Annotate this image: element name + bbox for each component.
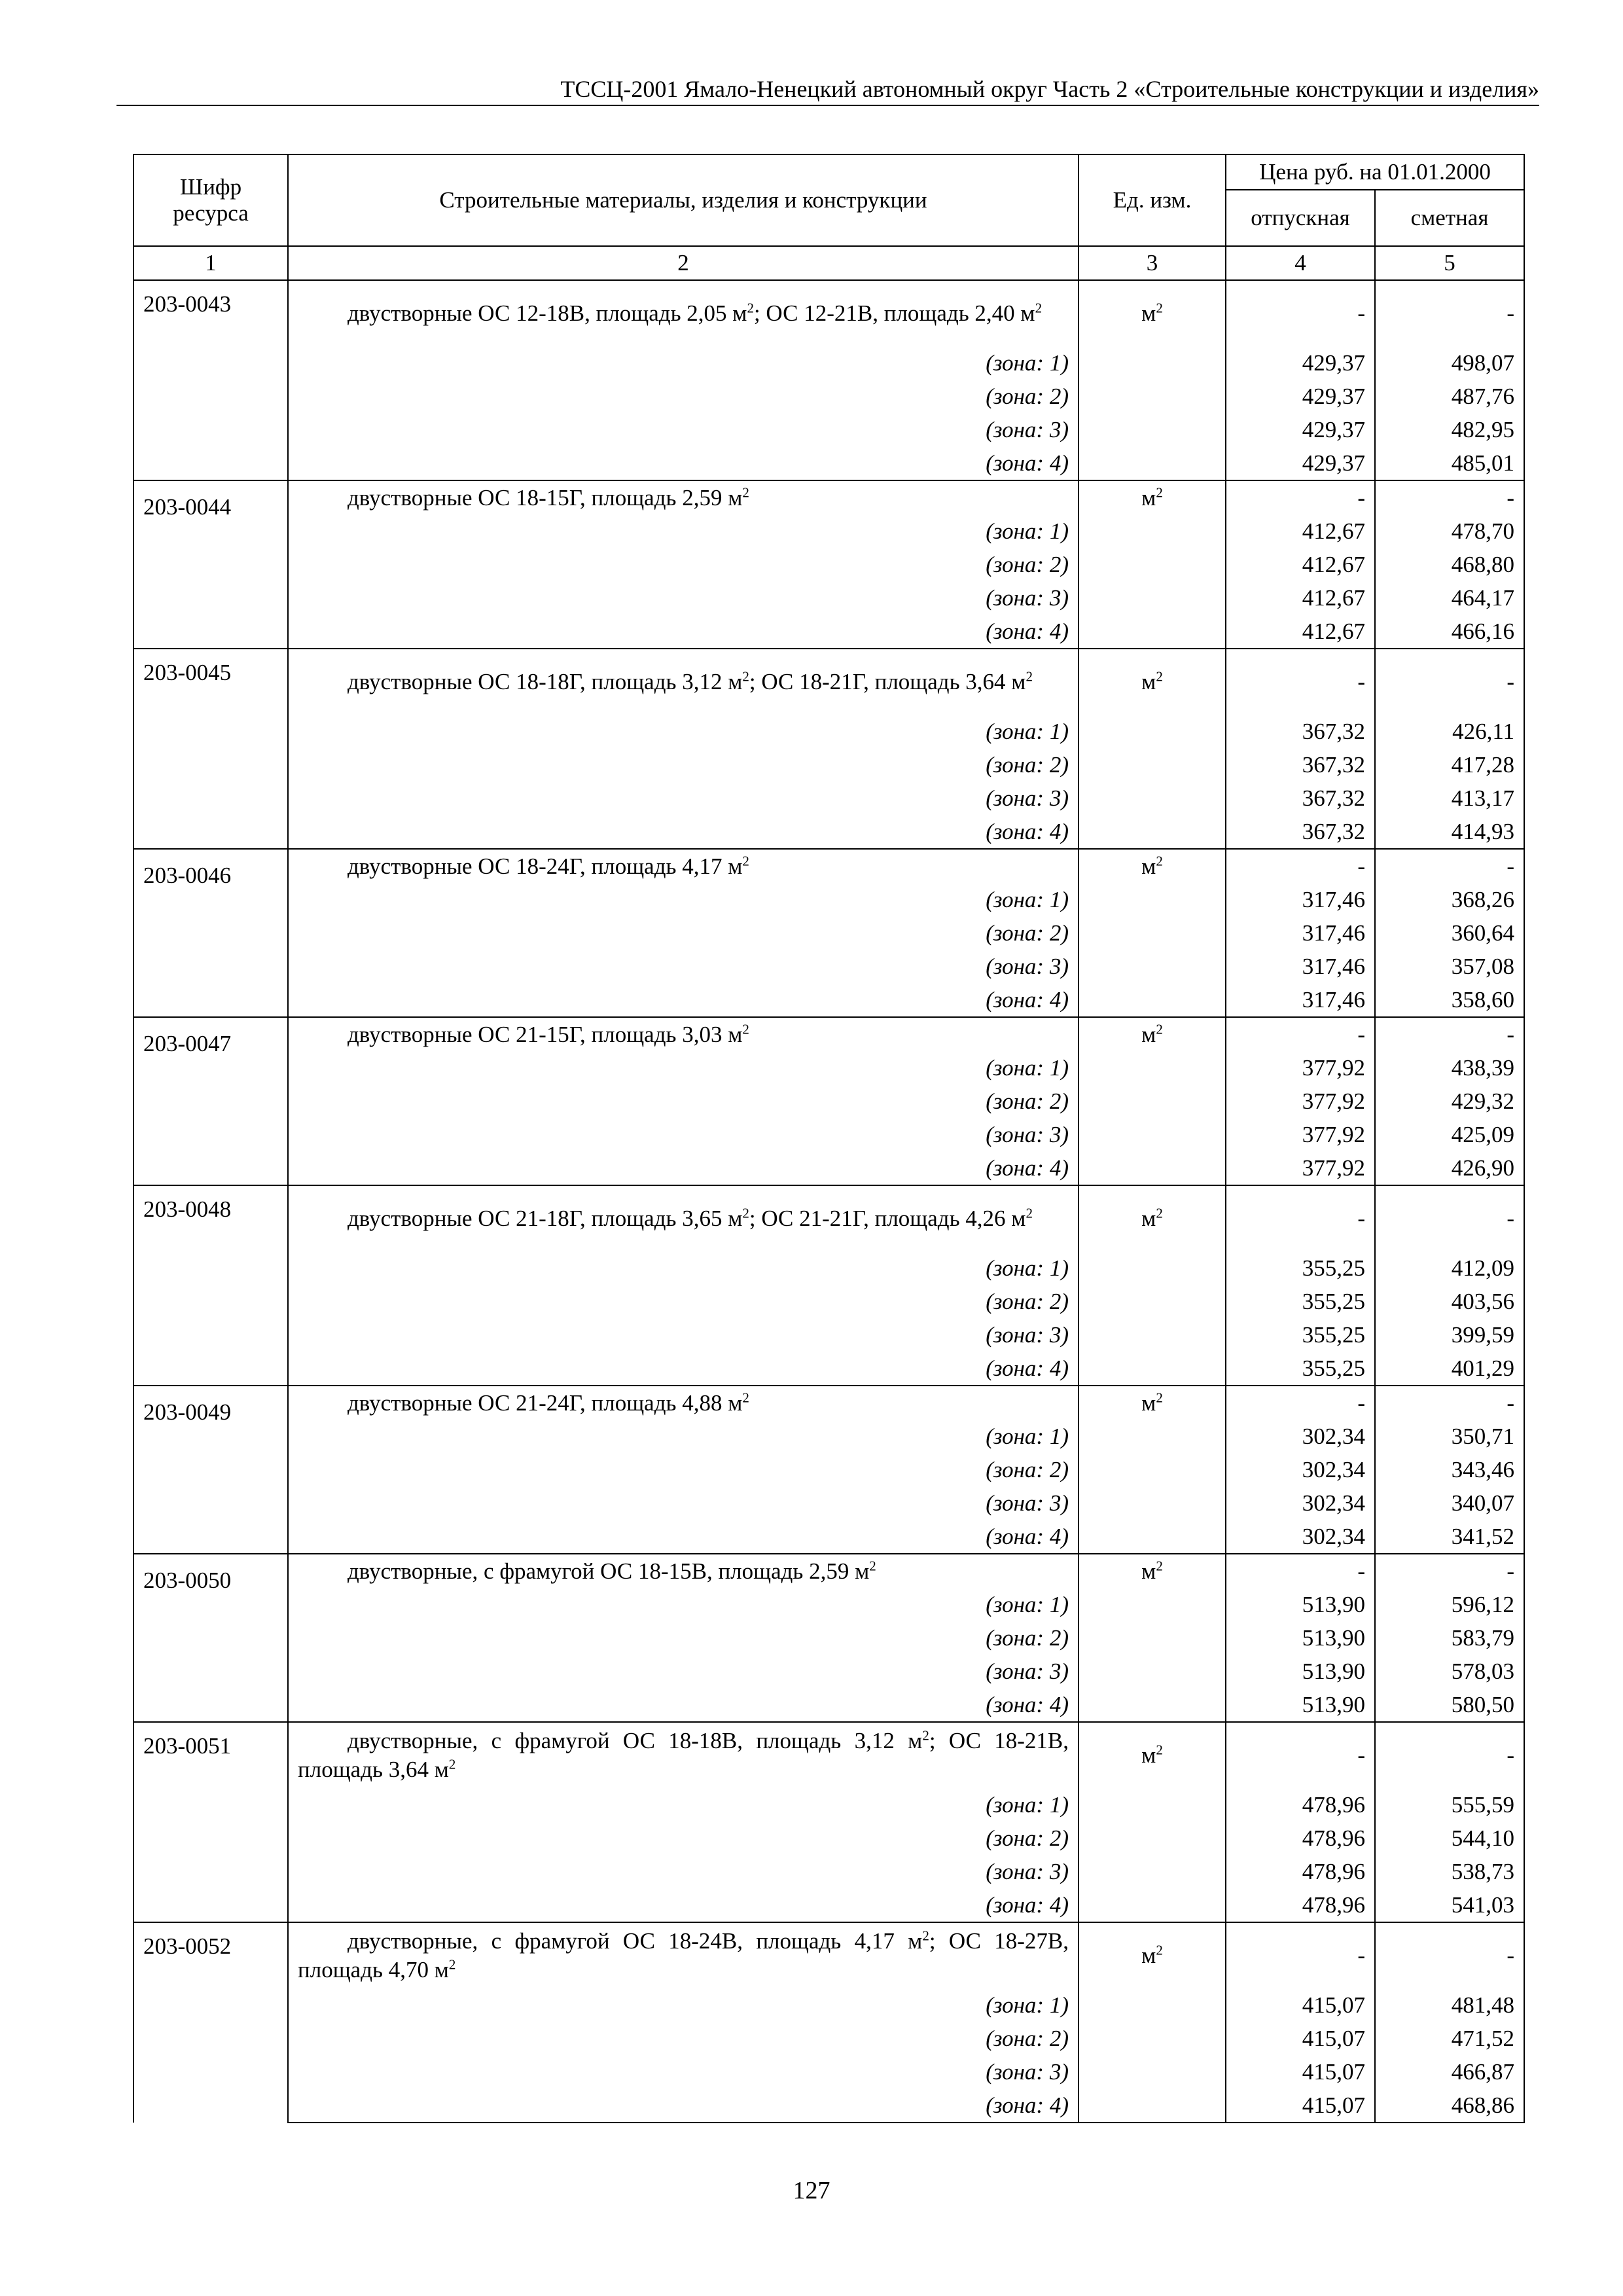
table-row: [134, 1554, 1524, 1588]
resource-code: 203-0048: [134, 1185, 288, 1386]
unit-of-measure: [1079, 1486, 1226, 1520]
zone-label: (зона: 2): [288, 748, 1079, 781]
unit-of-measure: [1079, 715, 1226, 748]
zone-row: [134, 748, 1524, 781]
estimate-price: 555,59: [1375, 1788, 1524, 1821]
zone-row: [134, 1118, 1524, 1151]
estimate-price: 485,01: [1375, 446, 1524, 480]
unit-of-measure: [1079, 1118, 1226, 1151]
unit-of-measure: $м^2$: [1079, 1017, 1226, 1051]
unit-of-measure: $м^2$: [1079, 849, 1226, 883]
zone-row: [134, 346, 1524, 380]
estimate-price: 578,03: [1375, 1655, 1524, 1688]
estimate-price: 478,70: [1375, 514, 1524, 548]
zone-label: (зона: 1): [288, 715, 1079, 748]
release-price: -: [1226, 1722, 1375, 1788]
resource-code: 203-0047: [134, 1017, 288, 1185]
zone-label: (зона: 2): [288, 1453, 1079, 1486]
release-price: 429,37: [1226, 413, 1375, 446]
resource-code: 203-0044: [134, 480, 288, 649]
zone-row: [134, 1285, 1524, 1318]
zone-row: [134, 1821, 1524, 1855]
item-description: двустворные ОС 12-18В, площадь 2,05 $м^2$; ОС 12-21В, площадь 2,40 $м^2$: [288, 280, 1079, 346]
release-price: -: [1226, 1554, 1375, 1588]
unit-of-measure: [1079, 1988, 1226, 2022]
estimate-price: -: [1375, 1386, 1524, 1420]
unit-of-measure: [1079, 1520, 1226, 1554]
estimate-price: 468,80: [1375, 548, 1524, 581]
estimate-price: -: [1375, 1017, 1524, 1051]
release-price: 317,46: [1226, 916, 1375, 950]
zone-row: [134, 1621, 1524, 1655]
zone-label: (зона: 4): [288, 983, 1079, 1017]
release-price: 478,96: [1226, 1888, 1375, 1922]
estimate-price: -: [1375, 480, 1524, 514]
estimate-price: 350,71: [1375, 1420, 1524, 1453]
unit-of-measure: [1079, 1051, 1226, 1085]
zone-row: [134, 1888, 1524, 1922]
zone-row: [134, 1688, 1524, 1722]
release-price: 478,96: [1226, 1821, 1375, 1855]
zone-label: (зона: 2): [288, 1285, 1079, 1318]
zone-label: (зона: 4): [288, 446, 1079, 480]
release-price: -: [1226, 1386, 1375, 1420]
unit-of-measure: [1079, 1318, 1226, 1352]
zone-label: (зона: 3): [288, 2055, 1079, 2089]
table-row: [134, 1185, 1524, 1251]
table-row: [134, 480, 1524, 514]
estimate-price: 583,79: [1375, 1621, 1524, 1655]
table-body: [134, 280, 1524, 2123]
release-price: 317,46: [1226, 983, 1375, 1017]
estimate-price: 580,50: [1375, 1688, 1524, 1722]
release-price: 377,92: [1226, 1151, 1375, 1185]
resource-code: 203-0043: [134, 280, 288, 480]
estimate-price: 466,87: [1375, 2055, 1524, 2089]
estimate-price: 466,16: [1375, 615, 1524, 649]
unit-of-measure: [1079, 2022, 1226, 2055]
estimate-price: 481,48: [1375, 1988, 1524, 2022]
zone-row: [134, 1655, 1524, 1688]
running-header: ТССЦ-2001 Ямало-Ненецкий автономный округ Часть 2 «Строительные конструкции и изделия»: [560, 76, 1539, 102]
header-code: Шифр ресурса: [134, 154, 288, 246]
release-price: 415,07: [1226, 1988, 1375, 2022]
zone-label: (зона: 2): [288, 548, 1079, 581]
item-description: двустворные ОС 21-24Г, площадь 4,88 $м^2$: [288, 1386, 1079, 1420]
zone-label: (зона: 1): [288, 1251, 1079, 1285]
release-price: 302,34: [1226, 1486, 1375, 1520]
estimate-price: 596,12: [1375, 1588, 1524, 1621]
zone-row: [134, 1855, 1524, 1888]
unit-of-measure: $м^2$: [1079, 280, 1226, 346]
unit-of-measure: [1079, 1588, 1226, 1621]
column-number: 5: [1375, 246, 1524, 280]
column-number: 4: [1226, 246, 1375, 280]
zone-row: [134, 581, 1524, 615]
estimate-price: 482,95: [1375, 413, 1524, 446]
resource-code: 203-0046: [134, 849, 288, 1017]
zone-label: (зона: 1): [288, 883, 1079, 916]
unit-of-measure: [1079, 1688, 1226, 1722]
unit-of-measure: [1079, 1151, 1226, 1185]
zone-row: [134, 781, 1524, 815]
unit-of-measure: [1079, 1621, 1226, 1655]
zone-row: [134, 1486, 1524, 1520]
resource-code: 203-0050: [134, 1554, 288, 1722]
zone-label: (зона: 3): [288, 581, 1079, 615]
price-table: [133, 154, 1525, 2123]
release-price: 317,46: [1226, 883, 1375, 916]
unit-of-measure: [1079, 1453, 1226, 1486]
zone-label: (зона: 4): [288, 1352, 1079, 1386]
release-price: 513,90: [1226, 1688, 1375, 1722]
item-description: двустворные ОС 18-24Г, площадь 4,17 $м^2$: [288, 849, 1079, 883]
zone-label: (зона: 3): [288, 1655, 1079, 1688]
zone-row: [134, 413, 1524, 446]
estimate-price: -: [1375, 1922, 1524, 1988]
unit-of-measure: $м^2$: [1079, 1554, 1226, 1588]
unit-of-measure: [1079, 1420, 1226, 1453]
resource-code: 203-0052: [134, 1922, 288, 2123]
estimate-price: -: [1375, 1185, 1524, 1251]
zone-row: [134, 1151, 1524, 1185]
estimate-price: 358,60: [1375, 983, 1524, 1017]
unit-of-measure: [1079, 1788, 1226, 1821]
zone-label: (зона: 2): [288, 380, 1079, 413]
estimate-price: 426,11: [1375, 715, 1524, 748]
zone-label: (зона: 2): [288, 916, 1079, 950]
unit-of-measure: [1079, 1085, 1226, 1118]
unit-of-measure: [1079, 615, 1226, 649]
release-price: 412,67: [1226, 615, 1375, 649]
unit-of-measure: [1079, 815, 1226, 849]
zone-label: (зона: 1): [288, 1988, 1079, 2022]
column-number: 3: [1079, 246, 1226, 280]
zone-label: (зона: 3): [288, 781, 1079, 815]
estimate-price: 401,29: [1375, 1352, 1524, 1386]
release-price: 367,32: [1226, 815, 1375, 849]
estimate-price: 412,09: [1375, 1251, 1524, 1285]
item-description: двустворные, с фрамугой ОС 18-15В, площадь 2,59 $м^2$: [288, 1554, 1079, 1588]
zone-label: (зона: 4): [288, 615, 1079, 649]
estimate-price: 357,08: [1375, 950, 1524, 983]
zone-label: (зона: 3): [288, 950, 1079, 983]
zone-row: [134, 1318, 1524, 1352]
unit-of-measure: [1079, 883, 1226, 916]
header-release-price: отпускная: [1226, 190, 1375, 246]
unit-of-measure: [1079, 413, 1226, 446]
zone-label: (зона: 3): [288, 413, 1079, 446]
release-price: 302,34: [1226, 1520, 1375, 1554]
header-price: Цена руб. на 01.01.2000: [1226, 154, 1524, 190]
unit-of-measure: [1079, 748, 1226, 781]
unit-of-measure: $м^2$: [1079, 1722, 1226, 1788]
estimate-price: 368,26: [1375, 883, 1524, 916]
estimate-price: 414,93: [1375, 815, 1524, 849]
unit-of-measure: [1079, 548, 1226, 581]
zone-row: [134, 1352, 1524, 1386]
unit-of-measure: [1079, 1352, 1226, 1386]
item-description: двустворные ОС 18-15Г, площадь 2,59 $м^2$: [288, 480, 1079, 514]
release-price: 429,37: [1226, 446, 1375, 480]
release-price: 377,92: [1226, 1085, 1375, 1118]
estimate-price: 425,09: [1375, 1118, 1524, 1151]
item-description: двустворные ОС 18-18Г, площадь 3,12 $м^2$; ОС 18-21Г, площадь 3,64 $м^2$: [288, 649, 1079, 715]
release-price: -: [1226, 1185, 1375, 1251]
table-row: [134, 1922, 1524, 1988]
release-price: 513,90: [1226, 1588, 1375, 1621]
unit-of-measure: [1079, 983, 1226, 1017]
estimate-price: 471,52: [1375, 2022, 1524, 2055]
release-price: 302,34: [1226, 1420, 1375, 1453]
table-row: [134, 649, 1524, 715]
estimate-price: 403,56: [1375, 1285, 1524, 1318]
unit-of-measure: [1079, 950, 1226, 983]
estimate-price: 464,17: [1375, 581, 1524, 615]
estimate-price: 544,10: [1375, 1821, 1524, 1855]
release-price: -: [1226, 480, 1375, 514]
zone-label: (зона: 2): [288, 2022, 1079, 2055]
estimate-price: 487,76: [1375, 380, 1524, 413]
release-price: 478,96: [1226, 1788, 1375, 1821]
zone-row: [134, 1251, 1524, 1285]
zone-row: [134, 950, 1524, 983]
release-price: -: [1226, 849, 1375, 883]
estimate-price: 360,64: [1375, 916, 1524, 950]
release-price: 429,37: [1226, 346, 1375, 380]
zone-label: (зона: 3): [288, 1118, 1079, 1151]
zone-row: [134, 1788, 1524, 1821]
unit-of-measure: $м^2$: [1079, 1922, 1226, 1988]
release-price: 415,07: [1226, 2055, 1375, 2089]
zone-label: (зона: 3): [288, 1486, 1079, 1520]
zone-row: [134, 2055, 1524, 2089]
item-description: двустворные ОС 21-15Г, площадь 3,03 $м^2$: [288, 1017, 1079, 1051]
zone-row: [134, 1588, 1524, 1621]
release-price: 355,25: [1226, 1318, 1375, 1352]
zone-row: [134, 1051, 1524, 1085]
item-description: двустворные, с фрамугой ОС 18-18В, площадь 3,12 $м^2$; ОС 18-21В, площадь 3,64 $м^2$: [288, 1722, 1079, 1788]
estimate-price: -: [1375, 1722, 1524, 1788]
item-description: двустворные, с фрамугой ОС 18-24В, площадь 4,17 $м^2$; ОС 18-27В, площадь 4,70 $м^2$: [288, 1922, 1079, 1988]
zone-label: (зона: 2): [288, 1085, 1079, 1118]
estimate-price: 343,46: [1375, 1453, 1524, 1486]
unit-of-measure: $м^2$: [1079, 1185, 1226, 1251]
release-price: 355,25: [1226, 1251, 1375, 1285]
table-row: [134, 280, 1524, 346]
release-price: 355,25: [1226, 1285, 1375, 1318]
column-numbers-row: [134, 246, 1524, 280]
estimate-price: 340,07: [1375, 1486, 1524, 1520]
zone-row: [134, 1988, 1524, 2022]
release-price: 412,67: [1226, 514, 1375, 548]
table-row: [134, 1386, 1524, 1420]
unit-of-measure: $м^2$: [1079, 1386, 1226, 1420]
estimate-price: -: [1375, 1554, 1524, 1588]
header-name: Строительные материалы, изделия и конструкции: [288, 154, 1079, 246]
resource-code: 203-0045: [134, 649, 288, 849]
zone-row: [134, 1420, 1524, 1453]
zone-label: (зона: 4): [288, 1520, 1079, 1554]
header-estimate-price: сметная: [1375, 190, 1524, 246]
release-price: -: [1226, 649, 1375, 715]
unit-of-measure: [1079, 581, 1226, 615]
release-price: 415,07: [1226, 2089, 1375, 2123]
item-description: двустворные ОС 21-18Г, площадь 3,65 $м^2$; ОС 21-21Г, площадь 4,26 $м^2$: [288, 1185, 1079, 1251]
unit-of-measure: [1079, 1251, 1226, 1285]
estimate-price: 399,59: [1375, 1318, 1524, 1352]
estimate-price: 341,52: [1375, 1520, 1524, 1554]
zone-row: [134, 548, 1524, 581]
column-number: 1: [134, 246, 288, 280]
unit-of-measure: [1079, 2089, 1226, 2123]
resource-code: 203-0049: [134, 1386, 288, 1554]
zone-label: (зона: 4): [288, 1151, 1079, 1185]
release-price: 355,25: [1226, 1352, 1375, 1386]
unit-of-measure: [1079, 1855, 1226, 1888]
estimate-price: -: [1375, 849, 1524, 883]
zone-row: [134, 446, 1524, 480]
resource-code: 203-0051: [134, 1722, 288, 1922]
zone-label: (зона: 4): [288, 2089, 1079, 2123]
estimate-price: 541,03: [1375, 1888, 1524, 1922]
zone-row: [134, 983, 1524, 1017]
release-price: 317,46: [1226, 950, 1375, 983]
unit-of-measure: [1079, 446, 1226, 480]
zone-row: [134, 380, 1524, 413]
unit-of-measure: [1079, 1655, 1226, 1688]
estimate-price: -: [1375, 280, 1524, 346]
release-price: 302,34: [1226, 1453, 1375, 1486]
release-price: 412,67: [1226, 581, 1375, 615]
release-price: -: [1226, 280, 1375, 346]
estimate-price: 413,17: [1375, 781, 1524, 815]
release-price: 415,07: [1226, 2022, 1375, 2055]
unit-of-measure: [1079, 380, 1226, 413]
release-price: 429,37: [1226, 380, 1375, 413]
release-price: 377,92: [1226, 1051, 1375, 1085]
estimate-price: 468,86: [1375, 2089, 1524, 2123]
unit-of-measure: [1079, 1285, 1226, 1318]
zone-row: [134, 2089, 1524, 2123]
table-row: [134, 1722, 1524, 1788]
column-number: 2: [288, 246, 1079, 280]
zone-label: (зона: 3): [288, 1855, 1079, 1888]
release-price: 478,96: [1226, 1855, 1375, 1888]
unit-of-measure: $м^2$: [1079, 480, 1226, 514]
release-price: 367,32: [1226, 715, 1375, 748]
zone-label: (зона: 4): [288, 815, 1079, 849]
table-row: [134, 1017, 1524, 1051]
zone-row: [134, 1453, 1524, 1486]
release-price: 367,32: [1226, 748, 1375, 781]
unit-of-measure: [1079, 1821, 1226, 1855]
estimate-price: -: [1375, 649, 1524, 715]
zone-label: (зона: 4): [288, 1688, 1079, 1722]
zone-row: [134, 1520, 1524, 1554]
release-price: 513,90: [1226, 1621, 1375, 1655]
release-price: -: [1226, 1922, 1375, 1988]
estimate-price: 498,07: [1375, 346, 1524, 380]
unit-of-measure: $м^2$: [1079, 649, 1226, 715]
zone-row: [134, 815, 1524, 849]
release-price: -: [1226, 1017, 1375, 1051]
page-number: 127: [793, 2177, 830, 2204]
zone-label: (зона: 1): [288, 1788, 1079, 1821]
unit-of-measure: [1079, 346, 1226, 380]
estimate-price: 429,32: [1375, 1085, 1524, 1118]
zone-row: [134, 883, 1524, 916]
release-price: 377,92: [1226, 1118, 1375, 1151]
zone-label: (зона: 1): [288, 1588, 1079, 1621]
table-row: [134, 849, 1524, 883]
zone-label: (зона: 1): [288, 1420, 1079, 1453]
zone-label: (зона: 1): [288, 1051, 1079, 1085]
zone-label: (зона: 3): [288, 1318, 1079, 1352]
unit-of-measure: [1079, 781, 1226, 815]
zone-label: (зона: 2): [288, 1821, 1079, 1855]
zone-label: (зона: 2): [288, 1621, 1079, 1655]
table-header: [134, 154, 1524, 280]
unit-of-measure: [1079, 2055, 1226, 2089]
zone-row: [134, 615, 1524, 649]
zone-row: [134, 1085, 1524, 1118]
unit-of-measure: [1079, 1888, 1226, 1922]
header-rule: [116, 105, 1539, 106]
estimate-price: 426,90: [1375, 1151, 1524, 1185]
zone-row: [134, 514, 1524, 548]
zone-row: [134, 916, 1524, 950]
release-price: 412,67: [1226, 548, 1375, 581]
zone-label: (зона: 1): [288, 346, 1079, 380]
header-unit: Ед. изм.: [1079, 154, 1226, 246]
release-price: 513,90: [1226, 1655, 1375, 1688]
estimate-price: 538,73: [1375, 1855, 1524, 1888]
unit-of-measure: [1079, 916, 1226, 950]
unit-of-measure: [1079, 514, 1226, 548]
zone-label: (зона: 1): [288, 514, 1079, 548]
zone-row: [134, 2022, 1524, 2055]
estimate-price: 417,28: [1375, 748, 1524, 781]
estimate-price: 438,39: [1375, 1051, 1524, 1085]
zone-label: (зона: 4): [288, 1888, 1079, 1922]
release-price: 367,32: [1226, 781, 1375, 815]
zone-row: [134, 715, 1524, 748]
